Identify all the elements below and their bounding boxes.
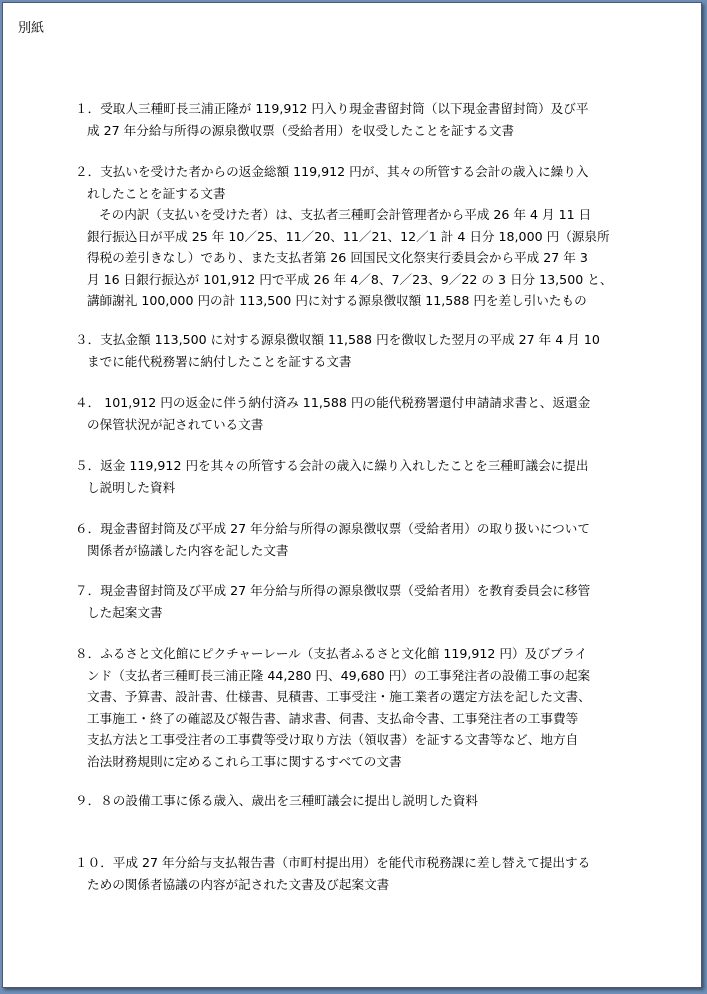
item-2-detail-2: 銀行振込日が平成 25 年 10／25、11／20、11／21、12／1 計 4 日分 18,000 円（源泉所 xyxy=(87,228,610,244)
list-item-10 xyxy=(75,852,645,895)
item-6-line-2: 関係者が協議した内容を記した文書 xyxy=(87,542,289,558)
list-item-2 xyxy=(75,161,645,312)
item-8-line-6: 治法財務規則に定めるこれら工事に関するすべての文書 xyxy=(87,753,402,769)
list-item-9 xyxy=(75,790,645,812)
item-2-detail-5: 講師謝礼 100,000 円の計 113,500 円に対する源泉徴収額 11,588 円を差し引いたもの xyxy=(87,293,587,308)
item-2-line-1: ２．支払いを受けた者からの返金総額 119,912 円が、其々の所管する会計の歳入に繰り入 xyxy=(75,164,589,179)
item-8-line-3: 文書、予算書、設計書、仕様書、見積書、工事受注・施工業者の選定方法を記した文書、 xyxy=(87,689,591,704)
item-9-line-1: ９．８の設備工事に係る歳入、歳出を三種町議会に提出し説明した資料 xyxy=(75,793,478,808)
item-2-detail-3: 得税の差引きなし）であり、また支払者第 26 回国民文化祭実行委員会から平成 27 年 3 xyxy=(87,250,588,265)
list-item-5 xyxy=(75,455,645,498)
item-5-line-2: し説明した資料 xyxy=(87,479,176,495)
list-item-7 xyxy=(75,580,645,623)
list-item-1 xyxy=(75,98,645,141)
item-1-line-1: １．受取人三種町長三浦正隆が 119,912 円入り現金書留封筒（以下現金書留封筒）及び平 xyxy=(75,101,589,116)
item-4-line-2: の保管状況が記されている文書 xyxy=(87,416,264,432)
item-10-line-2: ための関係者協議の内容が記された文書及び起案文書 xyxy=(87,876,390,892)
item-8-line-5: 支払方法と工事受注者の工事費等受け取り方法（領収書）を証する文書等など、地方自 xyxy=(87,732,579,747)
item-8-line-2: ンド（支払者三種町長三浦正隆 44,280 円、49,680 円）の工事発注者の設備工事の起案 xyxy=(87,667,591,683)
item-2-detail-1: その内訳（支払いを受けた者）は、支払者三種町会計管理者から平成 26 年 4 月 11 日 xyxy=(99,207,592,222)
item-2-line-2: れしたことを証する文書 xyxy=(87,185,226,201)
item-2-detail-4: 月 16 日銀行振込が 101,912 円で平成 26 年 4／8、7／23、9／22 の 3 日分 13,500 と、 xyxy=(87,271,613,287)
attachment-label: 別紙 xyxy=(18,21,45,36)
item-5-line-1: ５．返金 119,912 円を其々の所管する会計の歳入に繰り入れしたことを三種町議会に提出 xyxy=(75,458,589,473)
list-item-3 xyxy=(75,329,645,372)
item-3-line-2: までに能代税務署に納付したことを証する文書 xyxy=(87,353,352,369)
list-item-4 xyxy=(75,392,645,435)
item-3-line-1: ３．支払金額 113,500 に対する源泉徴収額 11,588 円を徴収した翌月の平成 27 年 4 月 10 xyxy=(75,332,600,347)
item-10-line-1: １０．平成 27 年分給与支払報告書（市町村提出用）を能代市税務課に差し替えて提出する xyxy=(75,855,591,870)
list-item-8 xyxy=(75,643,645,772)
item-4-line-1: ４． 101,912 円の返金に伴う納付済み 11,588 円の能代税務署還付申請請求書と、返還金 xyxy=(75,395,591,410)
item-8-line-1: ８．ふるさと文化館にピクチャーレール（支払者ふるさと文化館 119,912 円）及びブライ xyxy=(75,646,588,661)
item-6-line-1: ６．現金書留封筒及び平成 27 年分給与所得の源泉徴収票（受給者用）の取り扱いについて xyxy=(75,521,590,536)
document-page xyxy=(2,2,702,988)
list-item-6 xyxy=(75,518,645,561)
item-8-line-4: 工事施工・終了の確認及び報告書、請求書、伺書、支払命令書、工事発注者の工事費等 xyxy=(87,710,579,726)
item-1-line-2: 成 27 年分給与所得の源泉徴収票（受給者用）を収受したことを証する文書 xyxy=(87,122,515,138)
item-7-line-2: した起案文書 xyxy=(87,604,163,620)
item-7-line-1: ７．現金書留封筒及び平成 27 年分給与所得の源泉徴収票（受給者用）を教育委員会に移管 xyxy=(75,583,591,598)
